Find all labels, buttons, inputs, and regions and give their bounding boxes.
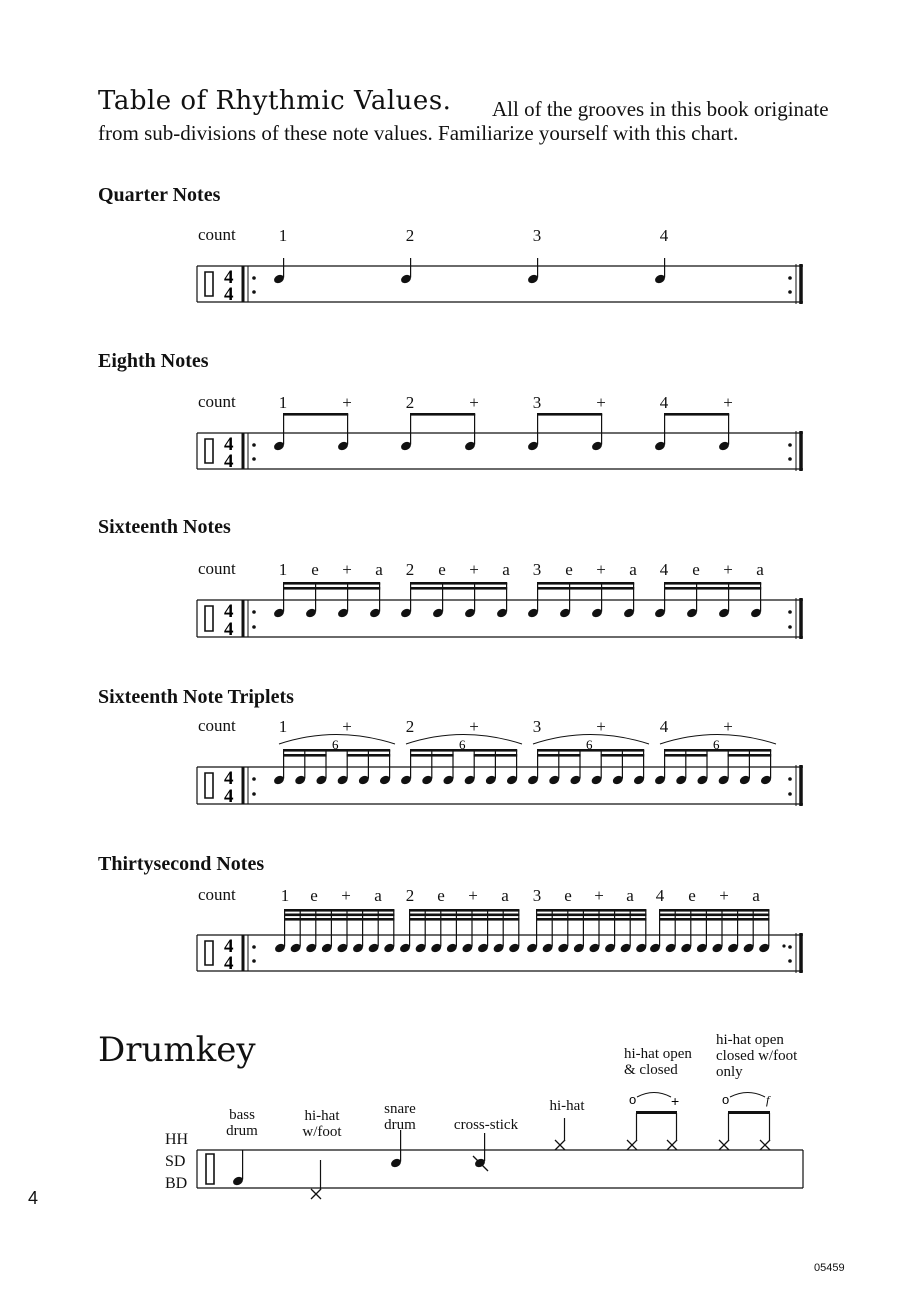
- section-title-thirtysecond: Thirtysecond Notes: [98, 853, 265, 875]
- count-mark: 3: [532, 393, 542, 412]
- count-mark: e: [692, 560, 700, 579]
- count-mark: 2: [405, 226, 415, 245]
- time-signature-top: 4: [224, 768, 234, 789]
- section-title-triplets: Sixteenth Note Triplets: [98, 686, 294, 708]
- hihat-foot-note: [311, 1189, 321, 1199]
- intro-line-2: from sub-divisions of these note values. Familiarize yourself with this chart.: [98, 121, 739, 145]
- label-snare-drum: snare drum: [384, 1101, 416, 1133]
- beam: [728, 1111, 770, 1114]
- count-label: count: [198, 716, 236, 735]
- count-mark: 4: [655, 886, 665, 905]
- count-mark: e: [565, 560, 573, 579]
- time-signature-bottom: 4: [224, 619, 234, 640]
- count-mark: +: [342, 717, 352, 736]
- time-signature-top: 4: [224, 434, 234, 455]
- count-mark: +: [469, 560, 479, 579]
- count-mark: 2: [405, 560, 415, 579]
- count-mark: +: [596, 560, 606, 579]
- hihat-open-note: [719, 1140, 729, 1150]
- count-mark: 4: [659, 226, 669, 245]
- count-mark: a: [629, 560, 637, 579]
- count-label: count: [198, 559, 236, 578]
- label-bass-drum: bass drum: [226, 1107, 258, 1139]
- intro-line-1: All of the grooves in this book originate: [492, 97, 829, 121]
- beam: [636, 1111, 677, 1114]
- open-mark: o: [722, 1092, 730, 1107]
- count-mark: 1: [278, 560, 288, 579]
- hihat-note: [555, 1140, 565, 1150]
- label-hihat-foot: hi-hat w/foot: [302, 1108, 342, 1140]
- count-label: count: [198, 885, 236, 904]
- count-mark: +: [596, 717, 606, 736]
- section-title-sixteenth: Sixteenth Notes: [98, 516, 231, 538]
- hihat-open-note: [627, 1140, 637, 1150]
- label-hihat-open-closed: hi-hat open & closed: [624, 1046, 692, 1078]
- hihat-closed-note: [667, 1140, 677, 1150]
- count-mark: 1: [280, 886, 290, 905]
- count-mark: +: [342, 560, 352, 579]
- count-mark: 1: [278, 393, 288, 412]
- count-mark: +: [594, 886, 604, 905]
- count-mark: e: [310, 886, 318, 905]
- time-signature-top: 4: [224, 936, 234, 957]
- count-mark: 1: [278, 226, 288, 245]
- count-mark: 3: [532, 560, 542, 579]
- open-mark: o: [629, 1092, 637, 1107]
- tuplet-number: 6: [459, 737, 466, 752]
- voice-bd: BD: [165, 1175, 188, 1192]
- count-mark: 2: [405, 717, 415, 736]
- count-mark: 2: [405, 886, 415, 905]
- label-hihat: hi-hat: [549, 1098, 585, 1114]
- count-mark: 3: [532, 717, 542, 736]
- count-mark: 2: [405, 393, 415, 412]
- count-mark: a: [756, 560, 764, 579]
- tuplet-number: 6: [713, 737, 720, 752]
- count-mark: e: [688, 886, 696, 905]
- count-mark: a: [502, 560, 510, 579]
- count-mark: e: [564, 886, 572, 905]
- time-signature-bottom: 4: [224, 451, 234, 472]
- label-cross-stick: cross-stick: [453, 1117, 519, 1133]
- page-title: Table of Rhythmic Values.: [98, 86, 452, 116]
- time-signature-bottom: 4: [224, 284, 234, 305]
- count-mark: +: [723, 560, 733, 579]
- count-mark: +: [469, 393, 479, 412]
- hihat-foot-close-note: [760, 1140, 770, 1150]
- count-mark: a: [501, 886, 509, 905]
- count-mark: e: [437, 886, 445, 905]
- count-mark: 4: [659, 393, 669, 412]
- time-signature-bottom: 4: [224, 953, 234, 974]
- count-mark: 4: [659, 560, 669, 579]
- count-mark: +: [723, 393, 733, 412]
- count-mark: a: [626, 886, 634, 905]
- time-signature-top: 4: [224, 601, 234, 622]
- slur: [730, 1093, 765, 1098]
- count-mark: +: [719, 886, 729, 905]
- page-number: 4: [28, 1188, 39, 1208]
- count-mark: a: [375, 560, 383, 579]
- section-title-quarter: Quarter Notes: [98, 184, 221, 206]
- percussion-clef: [206, 1154, 214, 1184]
- count-mark: 3: [532, 226, 542, 245]
- count-mark: +: [341, 886, 351, 905]
- tuplet-number: 6: [332, 737, 339, 752]
- count-mark: 3: [532, 886, 542, 905]
- voice-hh: HH: [165, 1131, 189, 1148]
- foot-mark: f: [766, 1093, 770, 1107]
- count-mark: e: [438, 560, 446, 579]
- drumkey-title: Drumkey: [98, 1030, 256, 1070]
- count-mark: +: [596, 393, 606, 412]
- count-mark: +: [723, 717, 733, 736]
- count-mark: 4: [659, 717, 669, 736]
- count-mark: +: [342, 393, 352, 412]
- catalog-code: 05459: [814, 1262, 845, 1274]
- count-label: count: [198, 225, 236, 244]
- tuplet-number: 6: [586, 737, 593, 752]
- time-signature-bottom: 4: [224, 786, 234, 807]
- label-hihat-open-closed-foot: hi-hat open closed w/foot only: [716, 1032, 798, 1080]
- voice-sd: SD: [165, 1153, 186, 1170]
- time-signature-top: 4: [224, 267, 234, 288]
- count-mark: 1: [278, 717, 288, 736]
- count-mark: e: [311, 560, 319, 579]
- section-title-eighth: Eighth Notes: [98, 350, 209, 372]
- count-mark: a: [752, 886, 760, 905]
- slur: [637, 1093, 671, 1098]
- count-mark: +: [469, 717, 479, 736]
- count-label: count: [198, 392, 236, 411]
- closed-plus-mark: +: [671, 1093, 680, 1109]
- count-mark: +: [468, 886, 478, 905]
- count-mark: a: [374, 886, 382, 905]
